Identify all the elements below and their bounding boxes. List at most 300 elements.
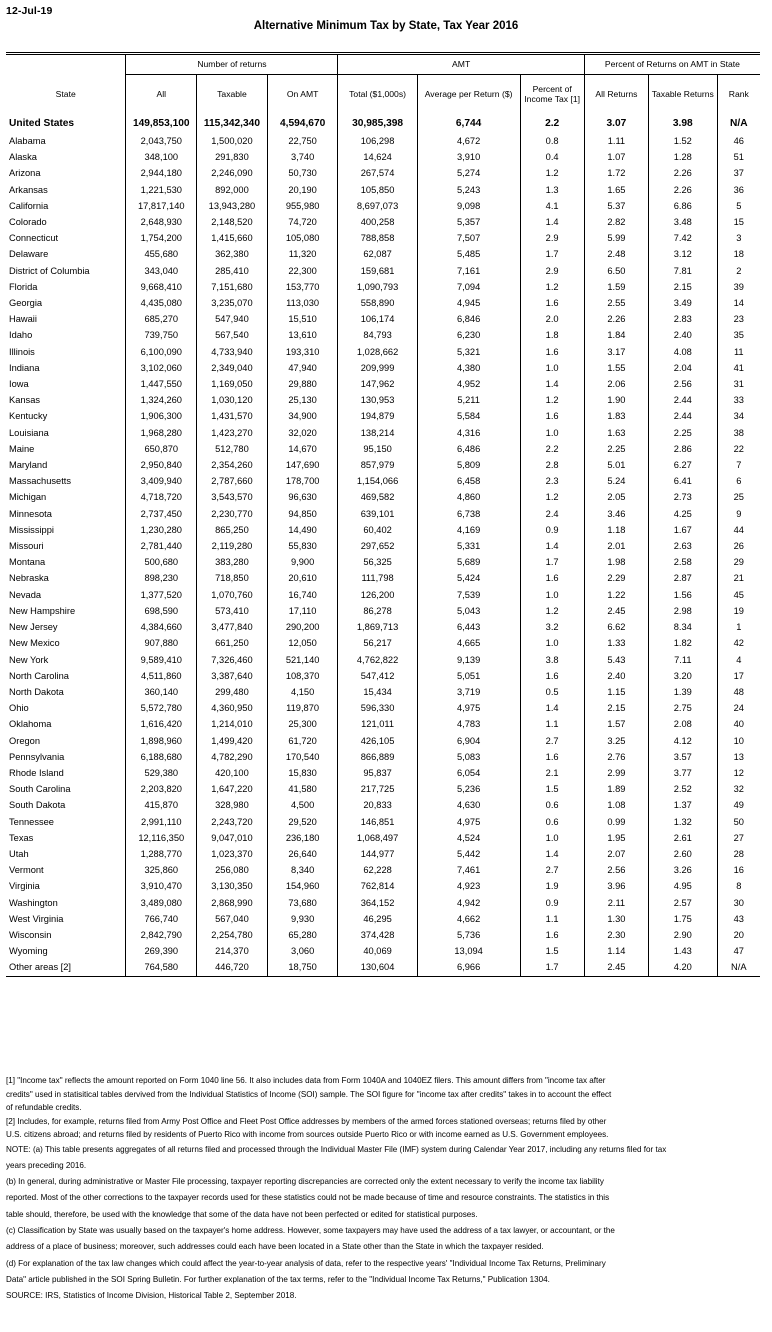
cell-rank: N/A: [717, 115, 760, 133]
cell-all-returns: 2.01: [584, 538, 648, 554]
cell-percent-of-income-tax: 2.2: [520, 441, 584, 457]
table-row: [6, 295, 760, 311]
cell-taxable: 2,230,770: [197, 506, 268, 522]
cell-taxable-returns: 1.75: [649, 911, 718, 927]
cell-taxable-returns: 2.26: [649, 182, 718, 198]
cell-taxable-returns: 1.52: [649, 133, 718, 149]
cell-average-per-return: 5,584: [417, 408, 520, 424]
cell-percent-of-income-tax: 4.1: [520, 198, 584, 214]
cell-percent-of-income-tax: 1.1: [520, 716, 584, 732]
cell-taxable-returns: 6.86: [649, 198, 718, 214]
cell-rank: 2: [717, 263, 760, 279]
cell-total: 596,330: [338, 700, 417, 716]
cell-rank: 10: [717, 733, 760, 749]
cell-percent-of-income-tax: 1.6: [520, 927, 584, 943]
cell-state: New Mexico: [6, 635, 126, 651]
cell-all: 650,870: [126, 441, 197, 457]
cell-rank: 13: [717, 749, 760, 765]
cell-average-per-return: 4,169: [417, 522, 520, 538]
cell-all: 739,750: [126, 327, 197, 343]
cell-taxable: 7,326,460: [197, 652, 268, 668]
cell-on-amt: 4,594,670: [267, 115, 338, 133]
cell-all: 1,221,530: [126, 182, 197, 198]
cell-rank: 21: [717, 570, 760, 586]
cell-state: Kentucky: [6, 408, 126, 424]
cell-total: 866,889: [338, 749, 417, 765]
cell-all: 2,991,110: [126, 814, 197, 830]
cell-rank: 49: [717, 797, 760, 813]
cell-taxable: 2,868,990: [197, 895, 268, 911]
table-row: [6, 376, 760, 392]
cell-all-returns: 2.29: [584, 570, 648, 586]
cell-total: 20,833: [338, 797, 417, 813]
cell-taxable-returns: 2.15: [649, 279, 718, 295]
note-b-line-2: reported. Most of the other corrections to the taxpayer records used for these statistics could not be made because of time and resource constraints. The statistics in this: [6, 1193, 610, 1203]
cell-rank: N/A: [717, 959, 760, 976]
cell-taxable: 256,080: [197, 862, 268, 878]
cell-all: 2,737,450: [126, 506, 197, 522]
cell-state: Arizona: [6, 165, 126, 181]
cell-all: 2,944,180: [126, 165, 197, 181]
cell-average-per-return: 4,783: [417, 716, 520, 732]
cell-percent-of-income-tax: 1.0: [520, 587, 584, 603]
cell-all-returns: 5.99: [584, 230, 648, 246]
cell-all: 898,230: [126, 570, 197, 586]
cell-average-per-return: 7,539: [417, 587, 520, 603]
cell-percent-of-income-tax: 2.0: [520, 311, 584, 327]
cell-taxable-returns: 2.08: [649, 716, 718, 732]
cell-taxable: 446,720: [197, 959, 268, 976]
cell-total: 62,087: [338, 246, 417, 262]
cell-on-amt: 14,670: [267, 441, 338, 457]
cell-all-returns: 1.14: [584, 943, 648, 959]
table-row: [6, 603, 760, 619]
cell-all-returns: 2.11: [584, 895, 648, 911]
cell-all: 4,511,860: [126, 668, 197, 684]
cell-taxable: 718,850: [197, 570, 268, 586]
cell-state: Arkansas: [6, 182, 126, 198]
table-row: [6, 765, 760, 781]
cell-all: 1,898,960: [126, 733, 197, 749]
table-row: [6, 246, 760, 262]
cell-all-returns: 3.07: [584, 115, 648, 133]
cell-on-amt: 4,150: [267, 684, 338, 700]
cell-rank: 46: [717, 133, 760, 149]
cell-average-per-return: 5,043: [417, 603, 520, 619]
cell-rank: 20: [717, 927, 760, 943]
cell-total: 194,879: [338, 408, 417, 424]
cell-on-amt: 193,310: [267, 344, 338, 360]
cell-state: Nebraska: [6, 570, 126, 586]
cell-average-per-return: 6,054: [417, 765, 520, 781]
cell-taxable: 3,477,840: [197, 619, 268, 635]
cell-total: 95,150: [338, 441, 417, 457]
table-row: [6, 652, 760, 668]
cell-state: Pennsylvania: [6, 749, 126, 765]
cell-on-amt: 3,740: [267, 149, 338, 165]
cell-taxable-returns: 2.86: [649, 441, 718, 457]
cell-percent-of-income-tax: 1.3: [520, 182, 584, 198]
cell-percent-of-income-tax: 1.7: [520, 246, 584, 262]
cell-all-returns: 5.37: [584, 198, 648, 214]
table-row: [6, 441, 760, 457]
cell-total: 15,434: [338, 684, 417, 700]
cell-average-per-return: 7,094: [417, 279, 520, 295]
cell-all-returns: 1.83: [584, 408, 648, 424]
cell-all: 2,648,930: [126, 214, 197, 230]
cell-taxable-returns: 3.20: [649, 668, 718, 684]
cell-rank: 24: [717, 700, 760, 716]
cell-average-per-return: 4,630: [417, 797, 520, 813]
cell-total: 297,652: [338, 538, 417, 554]
cell-average-per-return: 4,524: [417, 830, 520, 846]
cell-taxable: 661,250: [197, 635, 268, 651]
cell-on-amt: 11,320: [267, 246, 338, 262]
source-line: SOURCE: IRS, Statistics of Income Division, Historical Table 2, September 2018.: [6, 1291, 297, 1301]
cell-all-returns: 2.05: [584, 489, 648, 505]
cell-total: 8,697,073: [338, 198, 417, 214]
cell-all: 6,188,680: [126, 749, 197, 765]
cell-all-returns: 3.17: [584, 344, 648, 360]
col-header-average-per-return: Average per Return ($): [417, 75, 520, 116]
cell-total: 130,604: [338, 959, 417, 976]
cell-state: Maryland: [6, 457, 126, 473]
cell-state: Missouri: [6, 538, 126, 554]
cell-total: 121,011: [338, 716, 417, 732]
cell-total: 138,214: [338, 425, 417, 441]
cell-total: 111,798: [338, 570, 417, 586]
cell-state: Massachusetts: [6, 473, 126, 489]
cell-rank: 5: [717, 198, 760, 214]
cell-taxable-returns: 2.56: [649, 376, 718, 392]
cell-average-per-return: 5,424: [417, 570, 520, 586]
cell-all-returns: 3.96: [584, 878, 648, 894]
cell-taxable-returns: 2.61: [649, 830, 718, 846]
cell-state: Mississippi: [6, 522, 126, 538]
cell-all-returns: 1.33: [584, 635, 648, 651]
cell-on-amt: 15,510: [267, 311, 338, 327]
cell-state: New Hampshire: [6, 603, 126, 619]
cell-on-amt: 41,580: [267, 781, 338, 797]
cell-all: 1,377,520: [126, 587, 197, 603]
cell-all: 1,288,770: [126, 846, 197, 862]
cell-total: 84,793: [338, 327, 417, 343]
cell-on-amt: 147,690: [267, 457, 338, 473]
cell-rank: 30: [717, 895, 760, 911]
col-header-rank: Rank: [717, 75, 760, 116]
cell-all-returns: 2.99: [584, 765, 648, 781]
cell-total: 217,725: [338, 781, 417, 797]
cell-taxable: 4,733,940: [197, 344, 268, 360]
cell-all: 343,040: [126, 263, 197, 279]
cell-rank: 22: [717, 441, 760, 457]
table-bottom-rule: [6, 976, 760, 977]
cell-average-per-return: 5,357: [417, 214, 520, 230]
cell-all-returns: 1.22: [584, 587, 648, 603]
cell-state: Georgia: [6, 295, 126, 311]
cell-total: 62,228: [338, 862, 417, 878]
cell-total: 788,858: [338, 230, 417, 246]
table-row: [6, 538, 760, 554]
cell-state: Rhode Island: [6, 765, 126, 781]
header-column-row: [6, 75, 760, 116]
cell-total: 126,200: [338, 587, 417, 603]
table-row: [6, 684, 760, 700]
cell-percent-of-income-tax: 1.6: [520, 749, 584, 765]
cell-on-amt: 108,370: [267, 668, 338, 684]
cell-total: 400,258: [338, 214, 417, 230]
cell-taxable: 547,940: [197, 311, 268, 327]
cell-all: 500,680: [126, 554, 197, 570]
cell-state: South Carolina: [6, 781, 126, 797]
cell-on-amt: 521,140: [267, 652, 338, 668]
cell-percent-of-income-tax: 2.9: [520, 263, 584, 279]
cell-taxable-returns: 2.44: [649, 392, 718, 408]
cell-average-per-return: 6,458: [417, 473, 520, 489]
table-row: [6, 846, 760, 862]
cell-average-per-return: 3,719: [417, 684, 520, 700]
cell-rank: 47: [717, 943, 760, 959]
cell-average-per-return: 6,443: [417, 619, 520, 635]
cell-average-per-return: 5,236: [417, 781, 520, 797]
table-row: [6, 895, 760, 911]
footnote-2-line-1: [2] Includes, for example, returns filed from Army Post Office and Fleet Post Office addresses by members of the armed forces stationed overseas; returns filed by other: [6, 1116, 607, 1126]
cell-all-returns: 5.43: [584, 652, 648, 668]
cell-average-per-return: 5,083: [417, 749, 520, 765]
cell-state: Indiana: [6, 360, 126, 376]
cell-taxable: 567,540: [197, 327, 268, 343]
cell-taxable: 1,023,370: [197, 846, 268, 862]
cell-average-per-return: 5,736: [417, 927, 520, 943]
cell-rank: 38: [717, 425, 760, 441]
cell-taxable-returns: 2.63: [649, 538, 718, 554]
cell-total: 374,428: [338, 927, 417, 943]
cell-percent-of-income-tax: 1.6: [520, 344, 584, 360]
cell-taxable-returns: 1.56: [649, 587, 718, 603]
cell-average-per-return: 5,211: [417, 392, 520, 408]
cell-on-amt: 74,720: [267, 214, 338, 230]
cell-on-amt: 20,190: [267, 182, 338, 198]
cell-average-per-return: 6,744: [417, 115, 520, 133]
table-row: [6, 911, 760, 927]
header-group-amt: AMT: [338, 55, 584, 75]
cell-all-returns: 2.48: [584, 246, 648, 262]
cell-taxable: 3,543,570: [197, 489, 268, 505]
cell-percent-of-income-tax: 1.4: [520, 214, 584, 230]
table-row: [6, 457, 760, 473]
cell-state: Minnesota: [6, 506, 126, 522]
cell-on-amt: 25,300: [267, 716, 338, 732]
table-row: [6, 214, 760, 230]
cell-all: 3,409,940: [126, 473, 197, 489]
cell-on-amt: 105,080: [267, 230, 338, 246]
cell-state: Texas: [6, 830, 126, 846]
table-row: [6, 360, 760, 376]
cell-all-returns: 2.56: [584, 862, 648, 878]
cell-all-returns: 1.63: [584, 425, 648, 441]
cell-taxable-returns: 4.20: [649, 959, 718, 976]
cell-average-per-return: 4,380: [417, 360, 520, 376]
cell-taxable: 1,431,570: [197, 408, 268, 424]
cell-taxable: 4,360,950: [197, 700, 268, 716]
cell-state: Hawaii: [6, 311, 126, 327]
cell-percent-of-income-tax: 1.4: [520, 846, 584, 862]
cell-state: Montana: [6, 554, 126, 570]
cell-taxable: 573,410: [197, 603, 268, 619]
cell-state: Maine: [6, 441, 126, 457]
cell-rank: 33: [717, 392, 760, 408]
cell-state: Tennessee: [6, 814, 126, 830]
cell-percent-of-income-tax: 3.8: [520, 652, 584, 668]
cell-on-amt: 15,830: [267, 765, 338, 781]
cell-on-amt: 119,870: [267, 700, 338, 716]
cell-total: 30,985,398: [338, 115, 417, 133]
cell-taxable-returns: 3.26: [649, 862, 718, 878]
cell-state: California: [6, 198, 126, 214]
cell-total: 1,154,066: [338, 473, 417, 489]
table-row: [6, 506, 760, 522]
cell-rank: 15: [717, 214, 760, 230]
cell-on-amt: 32,020: [267, 425, 338, 441]
cell-average-per-return: 13,094: [417, 943, 520, 959]
cell-all: 1,447,550: [126, 376, 197, 392]
table-row: [6, 814, 760, 830]
cell-all: 2,842,790: [126, 927, 197, 943]
table-row: [6, 619, 760, 635]
cell-rank: 34: [717, 408, 760, 424]
cell-all-returns: 2.06: [584, 376, 648, 392]
cell-rank: 40: [717, 716, 760, 732]
cell-average-per-return: 6,738: [417, 506, 520, 522]
cell-taxable-returns: 7.42: [649, 230, 718, 246]
cell-all-returns: 1.08: [584, 797, 648, 813]
cell-rank: 32: [717, 781, 760, 797]
cell-percent-of-income-tax: 1.2: [520, 392, 584, 408]
cell-rank: 25: [717, 489, 760, 505]
cell-all: 360,140: [126, 684, 197, 700]
cell-percent-of-income-tax: 1.0: [520, 360, 584, 376]
cell-average-per-return: 7,461: [417, 862, 520, 878]
cell-on-amt: 13,610: [267, 327, 338, 343]
cell-rank: 12: [717, 765, 760, 781]
cell-taxable: 1,070,760: [197, 587, 268, 603]
table-row: [6, 700, 760, 716]
cell-average-per-return: 4,672: [417, 133, 520, 149]
cell-percent-of-income-tax: 1.1: [520, 911, 584, 927]
cell-taxable-returns: 4.12: [649, 733, 718, 749]
cell-rank: 28: [717, 846, 760, 862]
cell-all: 1,968,280: [126, 425, 197, 441]
cell-percent-of-income-tax: 1.0: [520, 635, 584, 651]
cell-total: 267,574: [338, 165, 417, 181]
col-header-state: State: [6, 75, 126, 116]
cell-on-amt: 4,500: [267, 797, 338, 813]
cell-on-amt: 61,720: [267, 733, 338, 749]
cell-all-returns: 2.26: [584, 311, 648, 327]
cell-average-per-return: 6,966: [417, 959, 520, 976]
cell-total: 56,217: [338, 635, 417, 651]
cell-total: 1,869,713: [338, 619, 417, 635]
cell-percent-of-income-tax: 1.0: [520, 425, 584, 441]
cell-all-returns: 1.95: [584, 830, 648, 846]
cell-rank: 51: [717, 149, 760, 165]
table-row: [6, 149, 760, 165]
cell-all: 907,880: [126, 635, 197, 651]
cell-percent-of-income-tax: 1.9: [520, 878, 584, 894]
cell-taxable: 420,100: [197, 765, 268, 781]
cell-percent-of-income-tax: 1.7: [520, 959, 584, 976]
cell-taxable: 2,787,660: [197, 473, 268, 489]
cell-on-amt: 22,300: [267, 263, 338, 279]
cell-taxable: 1,647,220: [197, 781, 268, 797]
table-row: [6, 716, 760, 732]
header-group-state: [6, 55, 126, 75]
cell-percent-of-income-tax: 2.2: [520, 115, 584, 133]
cell-average-per-return: 4,662: [417, 911, 520, 927]
cell-state: Ohio: [6, 700, 126, 716]
cell-total: 426,105: [338, 733, 417, 749]
cell-taxable-returns: 1.67: [649, 522, 718, 538]
header-group-row: [6, 55, 760, 75]
note-b-line-3: table should, therefore, be used with the knowledge that some of the data have not been perfected or edited for statistical purposes.: [6, 1209, 478, 1219]
cell-taxable-returns: 4.95: [649, 878, 718, 894]
cell-average-per-return: 9,098: [417, 198, 520, 214]
cell-average-per-return: 3,910: [417, 149, 520, 165]
cell-taxable: 214,370: [197, 943, 268, 959]
cell-on-amt: 170,540: [267, 749, 338, 765]
cell-all: 9,668,410: [126, 279, 197, 295]
note-c-line-2: address of a place of business; moreover, such addresses could each have been located in a State other than the State in which the taxpayer resided.: [6, 1242, 544, 1252]
table-bottom-rule-cell: [6, 976, 760, 977]
cell-taxable-returns: 1.37: [649, 797, 718, 813]
cell-percent-of-income-tax: 2.9: [520, 230, 584, 246]
cell-all: 1,906,300: [126, 408, 197, 424]
cell-total: 639,101: [338, 506, 417, 522]
cell-all: 2,203,820: [126, 781, 197, 797]
cell-taxable-returns: 1.43: [649, 943, 718, 959]
cell-taxable: 13,943,280: [197, 198, 268, 214]
cell-rank: 43: [717, 911, 760, 927]
cell-rank: 6: [717, 473, 760, 489]
table-row: [6, 554, 760, 570]
cell-on-amt: 16,740: [267, 587, 338, 603]
cell-on-amt: 955,980: [267, 198, 338, 214]
page-title: Alternative Minimum Tax by State, Tax Year 2016: [253, 20, 519, 32]
cell-average-per-return: 5,243: [417, 182, 520, 198]
footnotes-block: [6, 1074, 762, 1304]
cell-rank: 18: [717, 246, 760, 262]
cell-taxable: 2,254,780: [197, 927, 268, 943]
cell-percent-of-income-tax: 0.6: [520, 814, 584, 830]
table-row: [6, 862, 760, 878]
cell-on-amt: 20,610: [267, 570, 338, 586]
cell-percent-of-income-tax: 0.4: [520, 149, 584, 165]
cell-average-per-return: 7,161: [417, 263, 520, 279]
cell-taxable: 1,169,050: [197, 376, 268, 392]
footnote-1-line-1: [1] "Income tax" reflects the amount reported on Form 1040 line 56. It also includes data from Form 1040A and 1040EZ filers. This amount differs from "income tax after: [6, 1076, 606, 1085]
cell-all-returns: 1.72: [584, 165, 648, 181]
cell-percent-of-income-tax: 2.3: [520, 473, 584, 489]
cell-taxable-returns: 4.25: [649, 506, 718, 522]
table-row: [6, 733, 760, 749]
cell-rank: 41: [717, 360, 760, 376]
cell-taxable-returns: 1.28: [649, 149, 718, 165]
cell-taxable-returns: 2.26: [649, 165, 718, 181]
cell-all: 17,817,140: [126, 198, 197, 214]
cell-state: Wisconsin: [6, 927, 126, 943]
cell-all-returns: 2.40: [584, 668, 648, 684]
cell-taxable-returns: 2.40: [649, 327, 718, 343]
